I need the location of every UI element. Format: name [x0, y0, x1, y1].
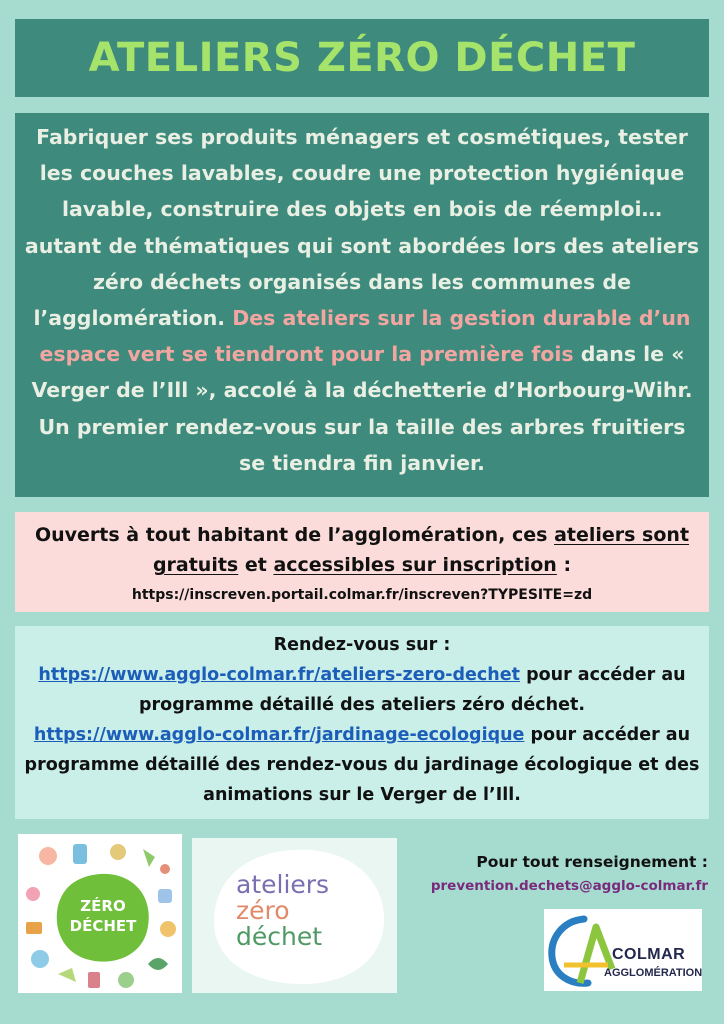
- colmar-name: COLMAR: [612, 946, 686, 963]
- logo-ateliers-word: ateliers: [236, 870, 330, 899]
- registration-panel: [15, 512, 709, 612]
- colmar-sub: AGGLOMÉRATION: [604, 967, 702, 979]
- jardinage-link[interactable]: https://www.agglo-colmar.fr/jardinage-ecologique: [33, 725, 525, 745]
- registration-part3: :: [556, 554, 572, 576]
- registration-text: [15, 520, 709, 580]
- link1-description: pour accéder au programme détaillé des ateliers zéro déchet.: [139, 665, 686, 715]
- info-heading: Rendez-vous sur :: [273, 635, 451, 655]
- intro-highlight: Des ateliers sur la gestion durable d’un espace vert se tiendront pour la première fois: [39, 306, 691, 367]
- link2-description: pour accéder au programme détaillé des rendez-vous du jardinage écologique et des animations sur le Verger de l’Ill.: [24, 725, 700, 805]
- contact-block: [404, 850, 708, 898]
- page-title: ATELIERS ZÉRO DÉCHET: [88, 35, 636, 81]
- info-panel: [15, 626, 709, 819]
- logo-zero-word: zéro: [236, 896, 290, 925]
- logo-dechet-text: DÉCHET: [69, 917, 137, 935]
- contact-label: Pour tout renseignement :: [476, 853, 708, 871]
- registration-part1: Ouverts à tout habitant de l’agglomération, ces: [34, 524, 555, 546]
- registration-part2: et: [238, 554, 274, 576]
- registration-required-text: accessibles sur inscription: [273, 554, 557, 576]
- info-paragraph-2: [15, 720, 709, 810]
- ateliers-logo: [192, 838, 397, 993]
- intro-text-end: dans le « Verger de l’Ill », accolé à la déchetterie d’Horbourg-Wihr. Un premier rendez-vous sur la taille des arbres fruitiers se tiendra fin janvier.: [31, 342, 693, 475]
- logo-zero-text: ZÉRO: [80, 897, 126, 915]
- ateliers-logo-text: [236, 872, 329, 950]
- contact-email[interactable]: prevention.dechets@agglo-colmar.fr: [430, 878, 708, 894]
- logo-dechet-word: déchet: [236, 922, 323, 951]
- registration-url[interactable]: https://inscreven.portail.colmar.fr/inscreven?TYPESITE=zd: [131, 587, 593, 603]
- title-banner: [15, 19, 709, 97]
- info-paragraph-1: [15, 660, 709, 720]
- zero-dechet-logo: [18, 834, 182, 993]
- zero-dechet-logo-text: [58, 896, 148, 936]
- intro-text: Fabriquer ses produits ménagers et cosmétiques, tester les couches lavables, coudre une protection hygiénique lavable, construire des objets en bois de réemploi… autant de thématiques qui sont abordées lors des ateliers zéro déchets organisés dans les communes de l’agglomération.: [24, 125, 700, 331]
- zero-dechet-link[interactable]: https://www.agglo-colmar.fr/ateliers-zero-dechet: [38, 665, 520, 685]
- colmar-agglomeration-logo: [544, 909, 702, 991]
- free-workshops-text: ateliers sont gratuits: [152, 524, 690, 576]
- intro-panel: [15, 113, 709, 497]
